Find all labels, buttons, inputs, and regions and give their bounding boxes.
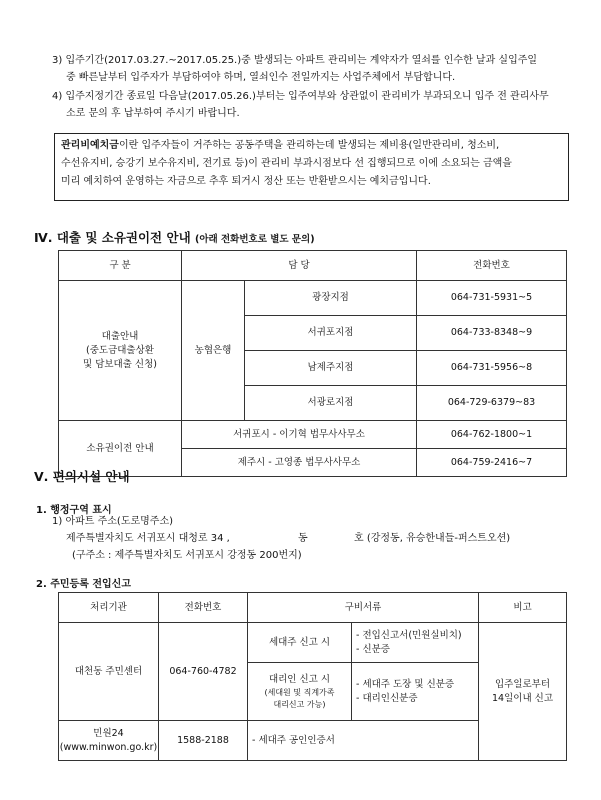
header-phone: 전화번호 — [159, 593, 248, 623]
section-4-title-text: Ⅳ. 대출 및 소유권이전 안내 — [34, 230, 191, 245]
loan-label-line-3: 및 담보대출 신청) — [83, 358, 157, 370]
loan-label-line-2: (중도금대출상환 — [86, 344, 154, 356]
bank-name: 농협은행 — [182, 281, 245, 421]
address-road: 제주특별자치도 서귀포시 대청로 34 , — [66, 533, 230, 544]
office-name: 서귀포시 - 이기혁 법무사사무소 — [182, 421, 417, 449]
table-row — [59, 421, 567, 449]
case-proxy-line-3: 대리신고 가능) — [273, 699, 326, 709]
office-2-line-1: 민원24 — [93, 727, 124, 739]
note-3-line-2: 중 빠른날부터 입주자가 부담하여야 하며, 열쇠인수 전일까지는 사업주체에서 부담합니다. — [66, 72, 456, 83]
branch-name: 서귀포지점 — [245, 316, 417, 351]
table-row — [59, 281, 567, 316]
case-proxy-line-2: (세대원 및 직계가족 — [264, 687, 335, 697]
loan-label-line-1: 대출안내 — [101, 330, 139, 342]
branch-name: 남제주지점 — [245, 351, 417, 386]
table-row — [59, 623, 567, 663]
doc-item: - 세대주 도장 및 신분증 — [356, 678, 455, 690]
office-2-docs: - 세대주 공인인증서 — [248, 721, 479, 761]
section-4-note: (아래 전화번호로 별도 문의) — [195, 234, 315, 245]
branch-phone: 064-731-5956~8 — [417, 351, 567, 386]
branch-phone: 064-729-6379~83 — [417, 386, 567, 421]
loan-label — [59, 281, 182, 421]
doc-item: - 전입신고서(민원실비치) — [356, 629, 462, 641]
header-contact: 담 당 — [182, 251, 417, 281]
deposit-line-3: 미리 예치하여 운영하는 자금으로 추후 퇴거시 정산 또는 반환받으시는 예치금입니다. — [61, 176, 431, 187]
loan-table — [58, 250, 567, 477]
doc-item: - 신분증 — [356, 643, 390, 655]
case-proxy — [248, 663, 352, 721]
case-proxy-docs — [352, 663, 479, 721]
branch-name: 서광로지점 — [245, 386, 417, 421]
office-2-phone: 1588-2188 — [159, 721, 248, 761]
office-name: 제주시 - 고영종 법무사사무소 — [182, 449, 417, 477]
header-documents: 구비서류 — [248, 593, 479, 623]
case-proxy-line-1: 대리인 신고 시 — [268, 673, 331, 685]
loan-table-header — [59, 251, 567, 281]
deposit-term: 관리비예치금 — [61, 140, 119, 151]
remark-line-1: 입주일로부터 — [494, 678, 551, 690]
remark — [479, 623, 567, 761]
doc-item: - 대리인신분증 — [356, 692, 418, 704]
deposit-line-2: 수선유지비, 승강기 보수유지비, 전기료 등)이 관리비 부과시점보다 선 집행되므로 이에 소요되는 금액을 — [61, 158, 512, 169]
header-category: 구 분 — [59, 251, 182, 281]
note-3-line-1: 3) 입주기간(2017.03.27.~2017.05.25.)중 발생되는 아파트 관리비는 계약자가 열쇠를 인수한 날과 실입주일 — [52, 55, 538, 66]
address-label: 1) 아파트 주소(도로명주소) — [52, 516, 174, 527]
transfer-label: 소유권이전 안내 — [59, 421, 182, 477]
remark-line-2: 14일이내 신고 — [492, 692, 553, 704]
deposit-info-box — [54, 133, 569, 201]
address-old: (구주소 : 제주특별자치도 서귀포시 강정동 200번지) — [72, 550, 302, 561]
office-2-url: (www.minwon.go.kr) — [59, 741, 158, 753]
section-4-title — [34, 228, 315, 246]
branch-phone: 064-731-5931~5 — [417, 281, 567, 316]
section-5-title: Ⅴ. 편의시설 안내 — [34, 469, 130, 484]
header-remark: 비고 — [479, 593, 567, 623]
deposit-line-1 — [61, 140, 499, 152]
address-ho: 호 (강정동, 유승한내들-퍼스트오션) — [354, 533, 511, 544]
case-householder-docs — [352, 623, 479, 663]
note-4-line-1: 4) 입주지정기간 종료일 다음날(2017.05.26.)부터는 입주여부와 상관없이 관리비가 부과되오니 입주 전 관리사무 — [52, 91, 549, 102]
deposit-line-1-text: 이란 입주자들이 거주하는 공동주택을 관리하는데 발생되는 제비용(일반관리비, 청소비, — [118, 140, 500, 151]
header-office: 처리기관 — [59, 593, 159, 623]
office-1: 대천동 주민센터 — [59, 623, 159, 721]
header-phone: 전화번호 — [417, 251, 567, 281]
resident-registration-heading: 2. 주민등록 전입신고 — [36, 579, 131, 590]
registration-table-header — [59, 593, 567, 623]
address-dong: 동 — [298, 533, 308, 544]
admin-district-heading: 1. 행정구역 표시 — [36, 505, 112, 516]
branch-name: 광장지점 — [245, 281, 417, 316]
case-householder: 세대주 신고 시 — [248, 623, 352, 663]
office-2 — [59, 721, 159, 761]
note-4-line-2: 소로 문의 후 납부하여 주시기 바랍니다. — [66, 108, 240, 119]
office-phone: 064-759-2416~7 — [417, 449, 567, 477]
office-phone: 064-762-1800~1 — [417, 421, 567, 449]
registration-table — [58, 592, 567, 761]
office-1-phone: 064-760-4782 — [159, 623, 248, 721]
branch-phone: 064-733-8348~9 — [417, 316, 567, 351]
